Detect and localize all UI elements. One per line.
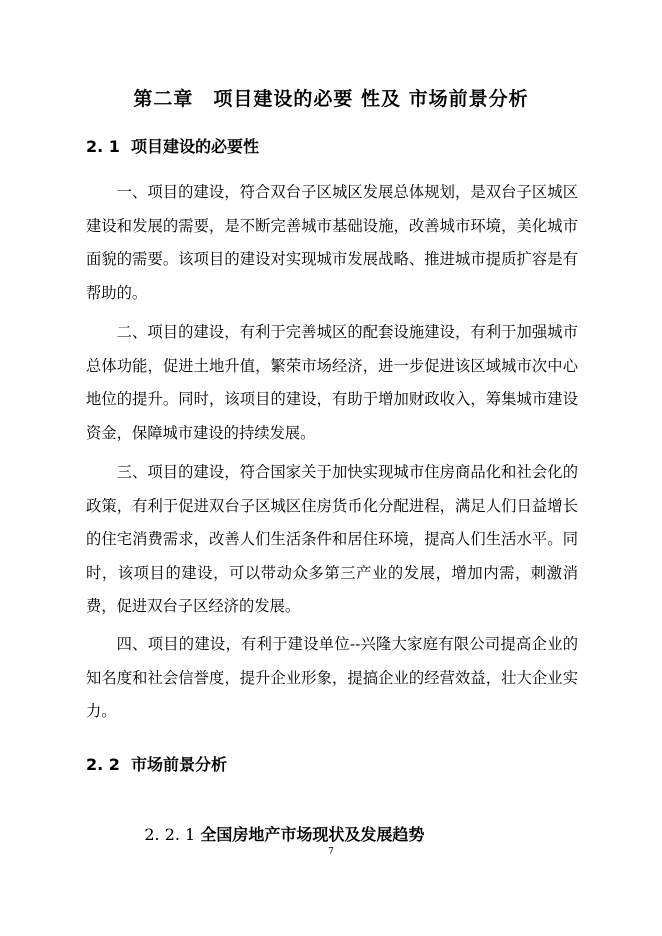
subsection-number: 2. 2. 1 [144, 825, 201, 844]
paragraph-3: 三、项目的建设，符合国家关于加快实现城市住房商品化和社会化的政策，有利于促进双台子区城区住房货币化分配进程，满足人们日益增长的住宅消费需求，改善人们生活条件和居住环境，提高人们生活水平。同时，该项目的建设，可以带动众多第三产业的发展，增加内需，刺激消费，促进双台子区经济的发展。 [86, 463, 578, 615]
chapter-title: 第二章 项目建设的必要 性及 市场前景分析 [133, 88, 529, 110]
subsection-title: 全国房地产市场现状及发展趋势 [200, 825, 425, 844]
paragraph-2: 二、项目的建设，有利于完善城区的配套设施建设，有利于加强城市总体功能，促进土地升值，繁荣市场经济，进一步促进该区域城市次中心地位的提升。同时，该项目的建设，有助于增加财政收入，筹集城市建设资金，保障城市建设的持续发展。 [86, 323, 578, 442]
paragraph-4: 四、项目的建设，有利于建设单位--兴隆大家庭有限公司提高企业的知名度和社会信誉度，提升企业形象，提搞企业的经营效益，壮大企业实力。 [86, 635, 578, 720]
page-number: 7 [328, 847, 334, 857]
paragraph-1: 一、项目的建设，符合双台子区城区发展总体规划，是双台子区城区建设和发展的需要，是不断完善城市基础设施，改善城市环境，美化城市面貌的需要。该项目的建设对实现城市发展战略、推进城市提质扩容是有帮助的。 [86, 183, 578, 302]
section-heading-2-1: 2. 1 项目建设的必要性 [86, 137, 260, 156]
section-heading-2-2: 2. 2 市场前景分析 [86, 755, 228, 774]
